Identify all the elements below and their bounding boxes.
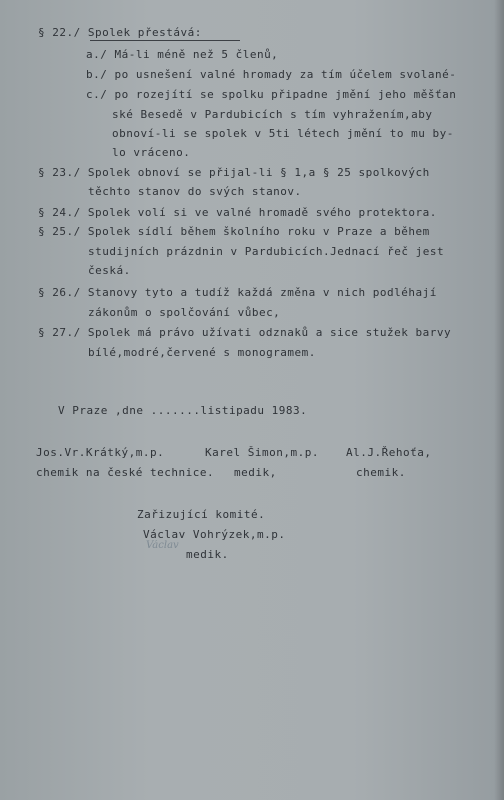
page-edge-shadow [494, 0, 504, 800]
section-22-b: b./ po usnešení valné hromady za tím účelem svolané- [86, 68, 457, 81]
section-22-c-cont-3: lo vráceno. [112, 146, 191, 159]
section-27-cont: bílé,modré,červené s monogramem. [88, 346, 316, 359]
signatory-3-name: Al.J.Řehoťa, [346, 446, 432, 459]
section-27: § 27./ Spolek má právo užívati odznaků a sice stužek barvy [38, 326, 452, 339]
section-22-heading: § 22./ Spolek přestává: [38, 26, 202, 39]
section-25-cont-2: česká. [88, 264, 131, 277]
section-25-cont-1: studijních prázdnin v Pardubicích.Jednací řeč jest [88, 245, 445, 258]
committee-heading: Zařizující komité. [137, 508, 266, 521]
handwritten-signature: Václav [146, 540, 179, 551]
section-22-c-cont-2: obnoví-li se spolek v 5ti létech jmění to mu by- [112, 127, 454, 140]
signatory-2-title: medik, [234, 466, 277, 479]
committee-member-title: medik. [186, 548, 229, 561]
section-26-cont: zákonům o spolčování vůbec, [88, 306, 281, 319]
signatory-1-name: Jos.Vr.Krátký,m.p. [36, 446, 165, 459]
signatory-1-title: chemik na české technice. [36, 466, 215, 479]
section-23: § 23./ Spolek obnoví se přijal-li § 1,a § 25 spolkových [38, 166, 430, 179]
section-26: § 26./ Stanovy tyto a tudíž každá změna v nich podléhají [38, 286, 437, 299]
heading-underline [90, 40, 240, 41]
committee-member-name: Václav Vohrýzek,m.p. [143, 528, 286, 541]
place-date-line: V Praze ,dne .......listipadu 1983. [58, 404, 308, 417]
section-23-cont: těchto stanov do svých stanov. [88, 185, 302, 198]
section-22-c: c./ po rozejítí se spolku připadne jmění jeho měšťan [86, 88, 457, 101]
signatory-2-name: Karel Šimon,m.p. [205, 446, 319, 459]
section-22-a: a./ Má-li méně než 5 členů, [86, 48, 279, 61]
signatory-3-title: chemik. [356, 466, 406, 479]
section-22-c-cont-1: ské Besedě v Pardubicích s tím vyhražením,aby [112, 108, 433, 121]
section-24: § 24./ Spolek volí si ve valné hromadě svého protektora. [38, 206, 437, 219]
section-25: § 25./ Spolek sídlí během školního roku v Praze a během [38, 225, 430, 238]
